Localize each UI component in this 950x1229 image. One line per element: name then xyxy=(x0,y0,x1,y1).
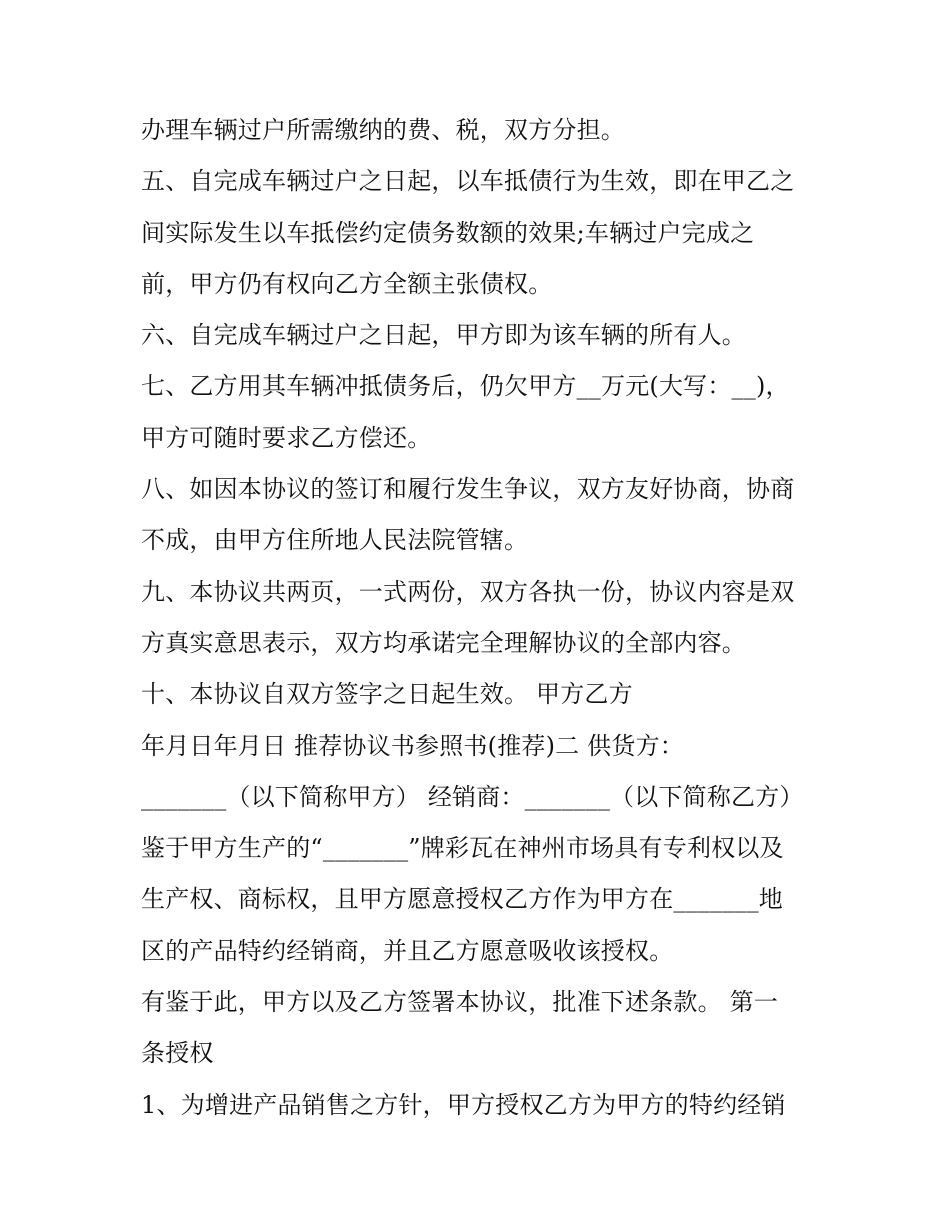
text-line-20: 1、为增进产品销售之方针，甲方授权乙方为甲方的特约经销 xyxy=(141,1090,786,1119)
text-line-16: 生产权、商标权，且甲方愿意授权乙方作为甲方在_______地 xyxy=(141,885,783,914)
text-line-10: 九、本协议共两页，一式两份，双方各执一份，协议内容是双 xyxy=(141,577,795,606)
text-line-9: 不成，由甲方住所地人民法院管辖。 xyxy=(141,526,529,555)
text-line-19: 条授权 xyxy=(141,1039,214,1068)
text-line-15: 鉴于甲方生产的“_______”牌彩瓦在神州市场具有专利权以及 xyxy=(141,834,784,863)
text-line-4: 前，甲方仍有权向乙方全额主张债权。 xyxy=(141,269,553,298)
text-line-14: _______（以下简称甲方） 经销商：_______（以下简称乙方） xyxy=(141,782,804,811)
text-line-12: 十、本协议自双方签字之日起生效。 甲方乙方 xyxy=(141,680,633,709)
text-line-7: 甲方可随时要求乙方偿还。 xyxy=(141,423,432,452)
text-line-5: 六、自完成车辆过户之日起，甲方即为该车辆的所有人。 xyxy=(141,321,746,350)
text-line-13: 年月日年月日 推荐协议书参照书(推荐)二 供货方： xyxy=(141,731,684,760)
document-body xyxy=(141,105,841,1131)
text-line-6: 七、乙方用其车辆冲抵债务后，仍欠甲方__万元(大写：__)， xyxy=(141,372,790,401)
text-line-1: 办理车辆过户所需缴纳的费、税，双方分担。 xyxy=(141,116,625,144)
text-line-18: 有鉴于此，甲方以及乙方签署本协议，批准下述条款。 第一 xyxy=(141,988,779,1017)
text-line-11: 方真实意思表示，双方均承诺完全理解协议的全部内容。 xyxy=(141,628,746,657)
text-line-8: 八、如因本协议的签订和履行发生争议，双方友好协商，协商 xyxy=(141,475,795,504)
text-line-2: 五、自完成车辆过户之日起，以车抵债行为生效，即在甲乙之 xyxy=(141,167,795,196)
text-line-3: 间实际发生以车抵偿约定债务数额的效果;车辆过户完成之 xyxy=(141,218,755,247)
text-line-17: 区的产品特约经销商，并且乙方愿意吸收该授权。 xyxy=(141,936,674,965)
